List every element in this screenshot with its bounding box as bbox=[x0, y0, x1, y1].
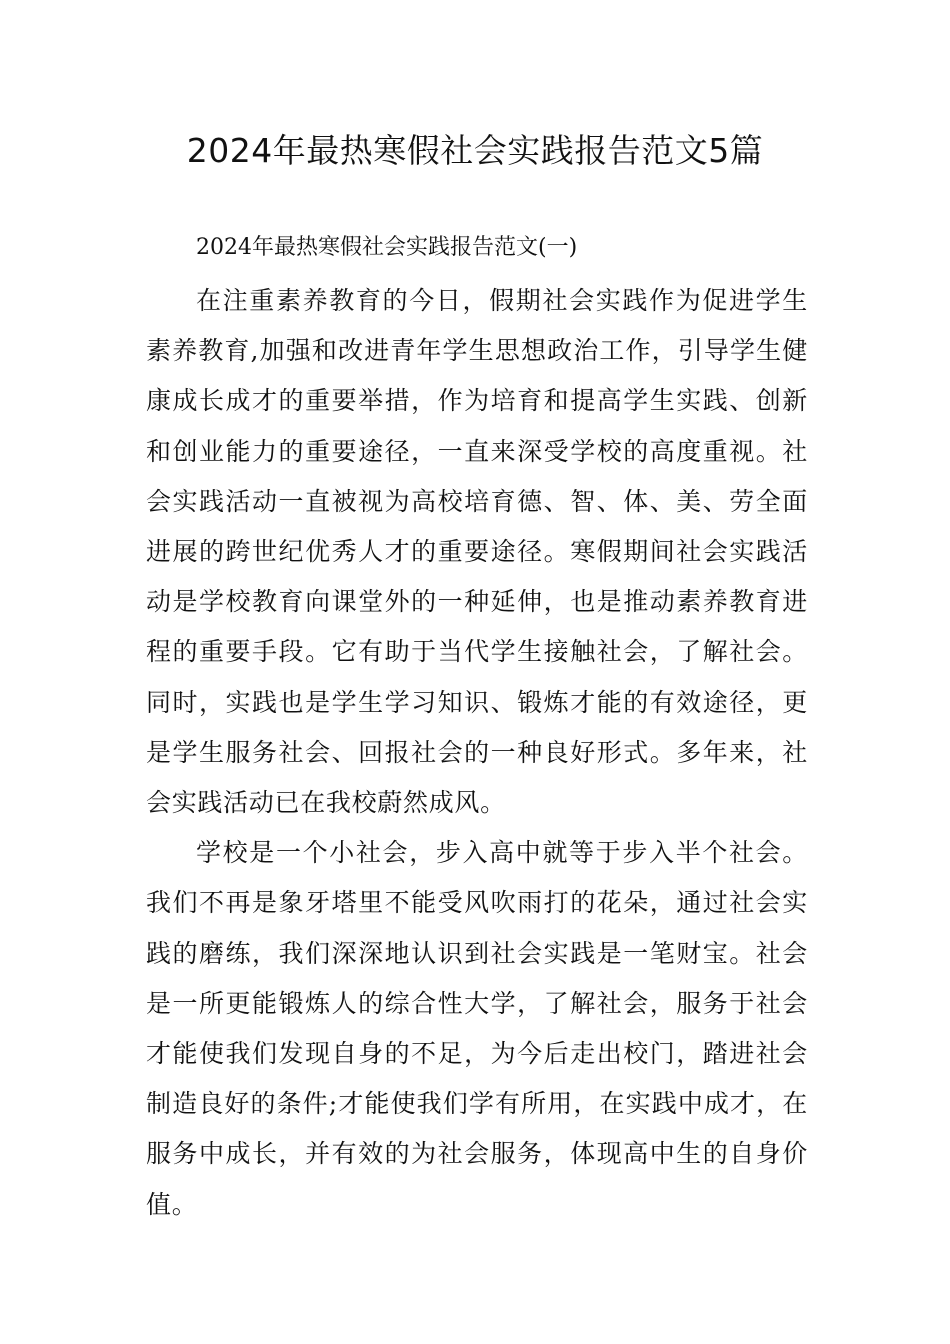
section-heading: 2024年最热寒假社会实践报告范文(一) bbox=[196, 235, 578, 260]
document-title: 2024年最热寒假社会实践报告范文5篇 bbox=[186, 131, 764, 170]
body-text bbox=[146, 276, 808, 1230]
paragraph-2: 学校是一个小社会，步入高中就等于步入半个社会。我们不再是象牙塔里不能受风吹雨打的花朵，通过社会实践的磨练，我们深深地认识到社会实践是一笔财宝。社会是一所更能锻炼人的综合性大学，了解社会，服务于社会才能使我们发现自身的不足，为今后走出校门，踏进社会制造良好的条件;才能使我们学有所用，在实践中成才，在服务中成长，并有效的为社会服务，体现高中生的自身价值。 bbox=[146, 838, 808, 1219]
paragraph-1: 在注重素养教育的今日，假期社会实践作为促进学生素养教育,加强和改进青年学生思想政治工作，引导学生健康成长成才的重要举措，作为培育和提高学生实践、创新和创业能力的重要途径，一直来深受学校的高度重视。社会实践活动一直被视为高校培育德、智、体、美、劳全面进展的跨世纪优秀人才的重要途径。寒假期间社会实践活动是学校教育向课堂外的一种延伸，也是推动素养教育进程的重要手段。它有助于当代学生接触社会，了解社会。同时，实践也是学生学习知识、锻炼才能的有效途径，更是学生服务社会、回报社会的一种良好形式。多年来，社会实践活动已在我校蔚然成风。 bbox=[146, 286, 808, 818]
